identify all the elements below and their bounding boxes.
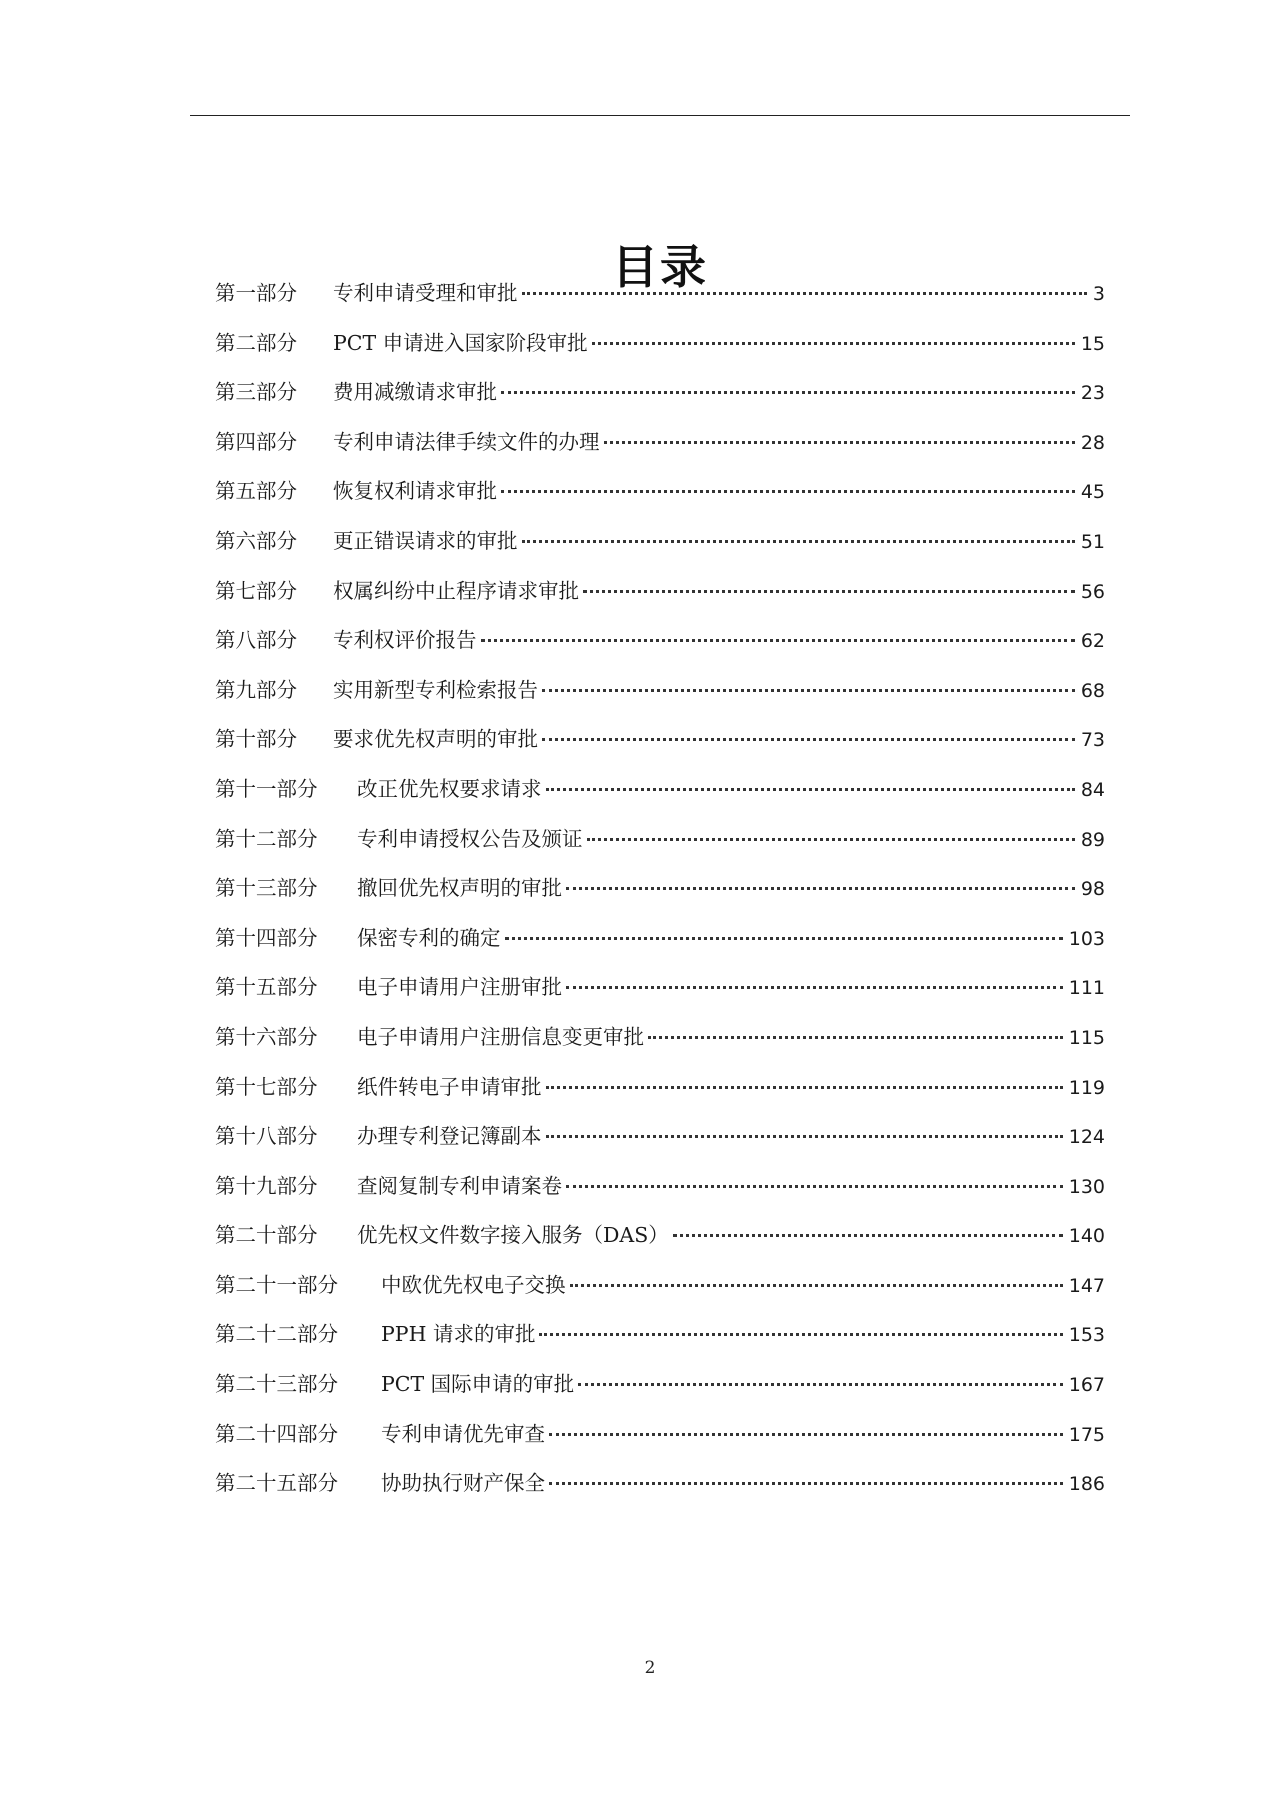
- toc-section-title: 保密专利的确定: [357, 925, 501, 950]
- toc-dot-leader: [648, 1036, 1063, 1039]
- toc-entry[interactable]: [215, 718, 1105, 768]
- toc-dot-leader: [505, 937, 1063, 940]
- toc-dot-leader: [522, 540, 1075, 543]
- toc-part-label: 第十九部分: [215, 1173, 318, 1198]
- toc-page-number: 45: [1080, 481, 1105, 504]
- toc-entry[interactable]: [215, 371, 1105, 421]
- toc-dot-leader: [546, 1086, 1063, 1089]
- toc-dot-leader: [592, 342, 1075, 345]
- toc-page-number: 56: [1080, 580, 1105, 603]
- toc-part-label: 第十八部分: [215, 1124, 318, 1149]
- toc-entry[interactable]: [215, 272, 1105, 322]
- toc-page-number: 73: [1080, 729, 1105, 752]
- toc-section-title: 专利权评价报告: [333, 628, 477, 653]
- toc-part-label: 第八部分: [215, 628, 297, 653]
- toc-entry[interactable]: [215, 570, 1105, 620]
- toc-part-label: 第六部分: [215, 528, 297, 553]
- toc-title: 目录: [612, 239, 708, 294]
- toc-section-title: 中欧优先权电子交换: [381, 1272, 566, 1297]
- toc-section-title: 专利申请优先审查: [381, 1421, 545, 1446]
- toc-section-title: 更正错误请求的审批: [333, 528, 518, 553]
- toc-entry[interactable]: [215, 322, 1105, 372]
- toc-entry[interactable]: [215, 1165, 1105, 1215]
- toc-dot-leader: [501, 490, 1075, 493]
- toc-section-title: 查阅复制专利申请案卷: [357, 1173, 562, 1198]
- toc-section-title: 专利申请授权公告及颁证: [357, 826, 583, 851]
- toc-dot-leader: [481, 639, 1075, 642]
- toc-part-label: 第二十部分: [215, 1223, 318, 1248]
- toc-entry[interactable]: [215, 818, 1105, 868]
- toc-part-label: 第十四部分: [215, 925, 318, 950]
- toc-entry[interactable]: [215, 1363, 1105, 1413]
- toc-section-title: 要求优先权声明的审批: [333, 727, 538, 752]
- toc-page-number: 28: [1080, 431, 1105, 454]
- toc-entry[interactable]: [215, 1462, 1105, 1512]
- toc-page-number: 84: [1080, 778, 1105, 801]
- toc-page-number: 15: [1080, 332, 1105, 355]
- toc-part-label: 第十七部分: [215, 1074, 318, 1099]
- toc-dot-leader: [578, 1383, 1063, 1386]
- toc-part-label: 第十三部分: [215, 876, 318, 901]
- toc-page-number: 153: [1068, 1324, 1105, 1347]
- toc-part-label: 第十六部分: [215, 1024, 318, 1049]
- toc-dot-leader: [673, 1234, 1063, 1237]
- toc-dot-leader: [566, 986, 1063, 989]
- toc-part-label: 第一部分: [215, 281, 297, 305]
- toc-page-number: 124: [1068, 1126, 1105, 1149]
- toc-page-number: 111: [1068, 977, 1105, 1000]
- toc-dot-leader: [501, 391, 1075, 394]
- toc-dot-leader: [583, 590, 1075, 593]
- toc-section-title: 撤回优先权声明的审批: [357, 876, 562, 901]
- toc-page-number: 115: [1068, 1026, 1105, 1049]
- toc-section-title: 改正优先权要求请求: [357, 776, 542, 801]
- toc-entry[interactable]: [215, 1214, 1105, 1264]
- toc-section-title: 电子申请用户注册审批: [357, 975, 562, 1000]
- toc-dot-leader: [542, 689, 1075, 692]
- toc-section-title: 协助执行财产保全: [381, 1471, 545, 1496]
- toc-entry[interactable]: [215, 421, 1105, 471]
- toc-section-title: PPH 请求的审批: [381, 1322, 536, 1347]
- toc-dot-leader: [546, 1135, 1063, 1138]
- toc-part-label: 第二十二部分: [215, 1322, 338, 1347]
- toc-page-number: 130: [1068, 1175, 1105, 1198]
- toc-page-number: 175: [1068, 1423, 1105, 1446]
- toc-page-number: 186: [1068, 1473, 1105, 1496]
- toc-part-label: 第十一部分: [215, 776, 318, 801]
- toc-entry[interactable]: [215, 1066, 1105, 1116]
- toc-page-number: 89: [1080, 828, 1105, 851]
- toc-dot-leader: [566, 1185, 1063, 1188]
- toc-entry[interactable]: [215, 1413, 1105, 1463]
- toc-section-title: 费用减缴请求审批: [333, 380, 497, 405]
- toc-section-title: 优先权文件数字接入服务（DAS）: [357, 1223, 669, 1248]
- toc-dot-leader: [570, 1284, 1063, 1287]
- toc-page-number: 51: [1080, 530, 1105, 553]
- toc-section-title: 专利申请法律手续文件的办理: [333, 429, 600, 454]
- toc-section-title: 权属纠纷中止程序请求审批: [333, 578, 579, 603]
- toc-dot-leader: [549, 1482, 1063, 1485]
- toc-page-number: 62: [1080, 630, 1105, 653]
- toc-section-title: 纸件转电子申请审批: [357, 1074, 542, 1099]
- toc-entry[interactable]: [215, 669, 1105, 719]
- toc-part-label: 第十二部分: [215, 826, 318, 851]
- toc-part-label: 第四部分: [215, 429, 297, 454]
- toc-part-label: 第七部分: [215, 578, 297, 603]
- toc-entry[interactable]: [215, 1313, 1105, 1363]
- toc-entry[interactable]: [215, 1016, 1105, 1066]
- toc-page-number: 23: [1080, 382, 1105, 405]
- toc-part-label: 第三部分: [215, 380, 297, 405]
- toc-entry[interactable]: [215, 917, 1105, 967]
- toc-part-label: 第五部分: [215, 479, 297, 504]
- toc-list: [215, 272, 1105, 1512]
- toc-part-label: 第二十四部分: [215, 1421, 338, 1446]
- toc-dot-leader: [604, 441, 1075, 444]
- toc-page-number: 98: [1080, 878, 1105, 901]
- toc-page-number: 68: [1080, 679, 1105, 702]
- toc-part-label: 第十五部分: [215, 975, 318, 1000]
- toc-part-label: 第十部分: [215, 727, 297, 752]
- toc-entry[interactable]: [215, 966, 1105, 1016]
- toc-dot-leader: [539, 1333, 1062, 1336]
- toc-dot-leader: [566, 887, 1075, 890]
- toc-page-number: 167: [1068, 1374, 1105, 1397]
- page-number: 2: [644, 1658, 656, 1678]
- toc-section-title: PCT 申请进入国家阶段审批: [333, 330, 588, 355]
- toc-entry[interactable]: [215, 1264, 1105, 1314]
- toc-entry[interactable]: [215, 520, 1105, 570]
- toc-section-title: 专利申请受理和审批: [333, 281, 518, 305]
- toc-dot-leader: [546, 788, 1075, 791]
- toc-page-number: 119: [1068, 1076, 1105, 1099]
- header-rule: [190, 115, 1130, 116]
- toc-entry[interactable]: [215, 867, 1105, 917]
- toc-section-title: 电子申请用户注册信息变更审批: [357, 1024, 644, 1049]
- toc-part-label: 第二部分: [215, 330, 297, 355]
- toc-dot-leader: [549, 1433, 1063, 1436]
- toc-entry[interactable]: [215, 619, 1105, 669]
- toc-dot-leader: [522, 292, 1087, 295]
- toc-section-title: 恢复权利请求审批: [333, 479, 497, 504]
- toc-entry[interactable]: [215, 1115, 1105, 1165]
- toc-page-number: 103: [1068, 927, 1105, 950]
- toc-page-number: 140: [1068, 1225, 1105, 1248]
- toc-entry[interactable]: [215, 470, 1105, 520]
- toc-part-label: 第二十一部分: [215, 1272, 338, 1297]
- toc-page-number: 147: [1068, 1274, 1105, 1297]
- toc-section-title: 实用新型专利检索报告: [333, 677, 538, 702]
- toc-part-label: 第九部分: [215, 677, 297, 702]
- toc-section-title: PCT 国际申请的审批: [381, 1372, 575, 1397]
- toc-entry[interactable]: [215, 768, 1105, 818]
- toc-page-number: 3: [1092, 283, 1105, 305]
- toc-section-title: 办理专利登记簿副本: [357, 1124, 542, 1149]
- toc-dot-leader: [542, 738, 1075, 741]
- toc-dot-leader: [587, 838, 1075, 841]
- toc-part-label: 第二十三部分: [215, 1372, 338, 1397]
- toc-part-label: 第二十五部分: [215, 1471, 338, 1496]
